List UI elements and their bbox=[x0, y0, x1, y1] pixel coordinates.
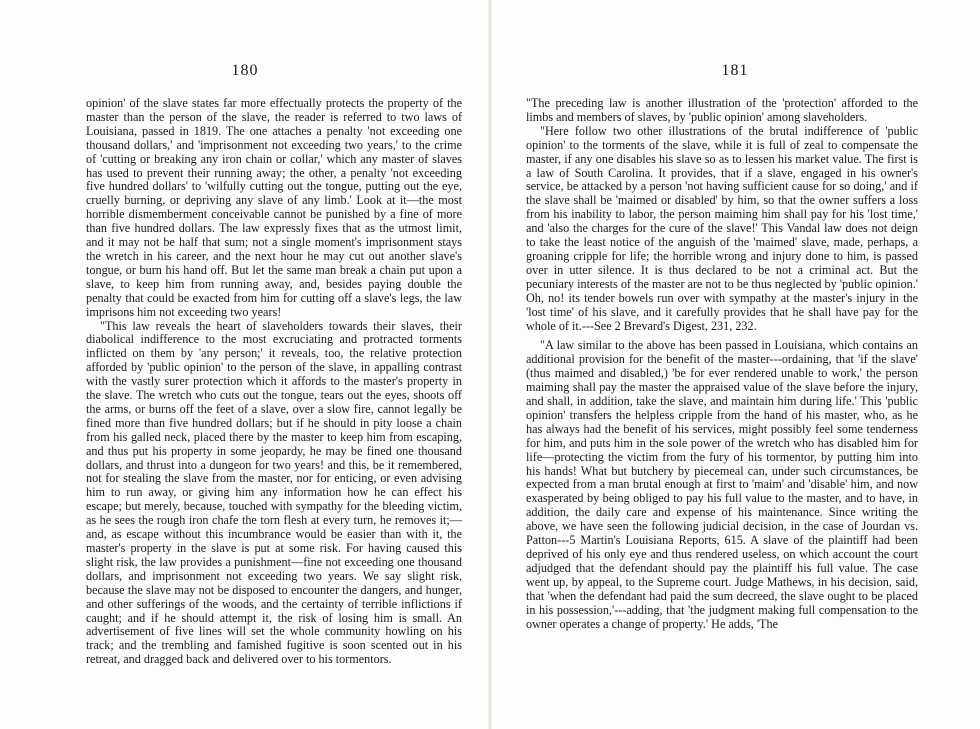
paragraph: "The preceding law is another illustration of the 'protection' afforded to the limbs and members of slaves, by 'public opinion' among slaveholders. bbox=[526, 96, 918, 124]
page-number: 181 bbox=[721, 62, 749, 79]
page-text bbox=[526, 97, 918, 631]
paragraph: "A law similar to the above has been passed in Louisiana, which contains an additional provision for the benefit of the master---ordaining, that 'if the slave' (thus maimed and disabled,) 'be for ever rendered unable to work,' the person maiming shall pay the master the appraised value of the slave before the injury, and shall, in addition, take the slave, and maintain him during life.' This 'public opinion' transfers the helpless cripple from the hand of his master, who, as he has always had the benefit of his services, might possibly feel some tenderness for him, and puts him in the sole power of the wretch who has disabled him for life—protecting the victim from the fury of his tormentor, by putting him into his hands! What but butchery by piecemeal can, under such circumstances, be expected from a man brutal enough at first to 'maim' and 'disable' him, and now exasperated by being obliged to pay his full value to the master, and to have, in addition, the daily care and expense of his maintenance. Since writing the above, we have seen the following judicial decision, in the case of Jourdan vs. Patton---5 Martin's Louisiana Reports, 615. A slave of the plaintiff had been deprived of his only eye and thus rendered useless, on which account the court adjudged that the defendant should pay the plaintiff his full value. The case went up, by appeal, to the Supreme court. Judge Mathews, in his decision, said, that 'when the defendant had paid the sum decreed, the slave ought to be placed in his possession,'---adding, that 'the judgment making full compensation to the owner operates a change of property.' He adds, 'The bbox=[526, 338, 918, 631]
paragraph: "Here follow two other illustrations of the brutal indifference of 'public opinion' to the torments of the slave, while it is full of zeal to compensate the master, if any one disables his slave so as to lessen his market value. The first is a law of South Carolina. It provides, that if a slave, engaged in his owner's service, be attacked by a person 'not having sufficient cause for so doing,' and if the slave shall be 'maimed or disabled' by him, so that the owner suffers a loss from his inability to labor, the person maiming him shall pay for his 'lost time,' and 'also the charges for the cure of the slave!' This Vandal law does not deign to take the least notice of the anguish of the 'maimed' slave, made, perhaps, a groaning cripple for life; the horrible wrong and injury done to him, is passed over in utter silence. It is thus declared to be not a criminal act. But the pecuniary interests of the master are not to be thus neglected by 'public opinion.' Oh, no! its tender bowels run over with sympathy at the master's injury in the 'lost time' of his slave, and it carefully provides that he shall have pay for the whole of it.---See 2 Brevard's Digest, 231, 232. bbox=[526, 123, 918, 333]
right-page bbox=[490, 0, 980, 729]
paragraph: opinion' of the slave states far more effectually protects the property of the master than the person of the slave, the reader is referred to two laws of Louisiana, passed in 1819. The one attaches a penalty 'not exceeding one thousand dollars,' and 'imprisonment not exceeding two years,' to the crime of 'cutting or breaking any iron chain or collar,' which any master of slaves has used to prevent their running away; the other, a penalty 'not exceeding five hundred dollars' to 'wilfully cutting out the tongue, putting out the eye, cruelly burning, or depriving any slave of any limb.' Look at it—the most horrible dismemberment conceivable cannot be punished by a fine of more than five hundred dollars. The law expressly fixes that as the utmost limit, and it may not be half that sum; not a single moment's imprisonment stays the wretch in his career, and the next hour he may cut out another slave's tongue, or burn his hand off. But let the same man break a chain put upon a slave, to keep him from running away, and, besides paying double the penalty that could be exacted from him for cutting off a slave's legs, the law imprisons him not exceeding two years! bbox=[86, 96, 462, 319]
paragraph: "This law reveals the heart of slaveholders towards their slaves, their diabolical indifference to the most excruciating and protracted torments inflicted on them by 'any person;' it reveals, too, the relative protection afforded by 'public opinion' to the person of the slave, in appalling contrast with the vastly surer protection which it affords to the master's property in the slave. The wretch who cuts out the tongue, tears out the eyes, shoots off the arms, or burns off the feet of a slave, over a slow fire, cannot legally be fined more than five hundred dollars; but if he should in pity loose a chain from his galled neck, placed there by the master to keep him from escaping, and thus put his property in some jeopardy, he may be fined one thousand dollars, and thrust into a dungeon for two years! and this, be it remembered, not for stealing the slave from the master, nor for enticing, or even advising him to run away, or giving him any information how he can effect his escape; but merely, because, touched with sympathy for the bleeding victim, as he sees the rough iron chafe the torn flesh at every turn, he removes it;—and, as escape without this incumbrance would be easier than with it, the master's property in the slave is put at some risk. For having caused this slight risk, the law provides a punishment—fine not exceeding one thousand dollars, and imprisonment not exceeding two years. We say slight risk, because the slave may not be disposed to encounter the dangers, and hunger, and other sufferings of the woods, and the certainty of terrible inflictions if caught; and if he should attempt it, the risk of losing him is small. An advertisement of five lines will set the whole community howling on his track; and the trembling and famished fugitive is soon scented out in his retreat, and dragged back and delivered over to his tormentors. bbox=[86, 318, 462, 667]
page-text bbox=[86, 97, 462, 667]
page-number: 180 bbox=[231, 62, 259, 79]
